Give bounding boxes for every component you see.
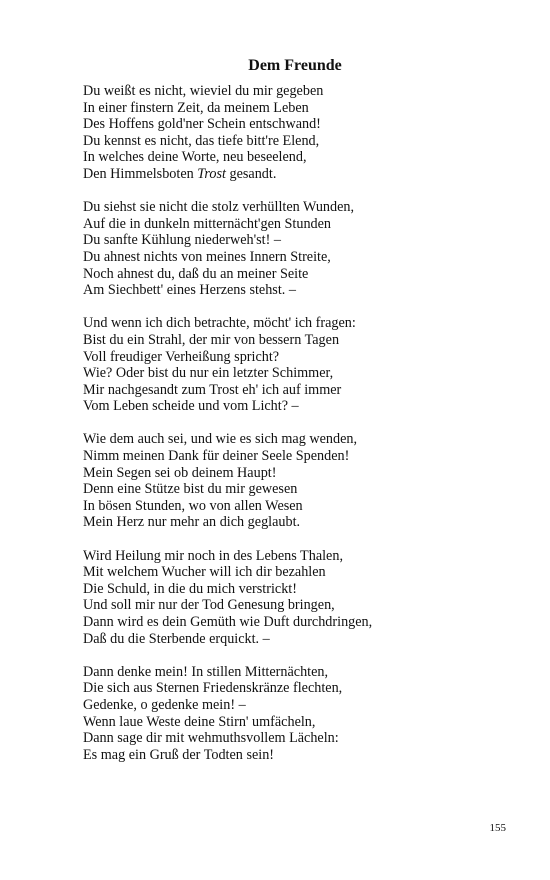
poem-line: Wie? Oder bist du nur ein letzter Schimmer, xyxy=(83,365,334,382)
poem-line: Du siehst sie nicht die stolz verhüllten Wunden, xyxy=(83,199,355,216)
poem-line: Denn eine Stütze bist du mir gewesen xyxy=(83,481,298,498)
poem-line: Du kennst es nicht, das tiefe bitt're Elend, xyxy=(83,132,320,149)
poem-line: Dann wird es dein Gemüth wie Duft durchdringen, xyxy=(83,614,373,630)
poem-line: Die sich aus Sternen Friedenskränze flechten, xyxy=(83,680,343,697)
poem-line: Dann sage dir mit wehmuthsvollem Lächeln: xyxy=(83,730,339,747)
poem-line xyxy=(83,166,503,183)
poem-line: Du weißt es nicht, wieviel du mir gegeben xyxy=(83,83,324,99)
stanza xyxy=(83,548,503,648)
poem-line: Auf die in dunkeln mitternächt'gen Stunden xyxy=(83,215,332,232)
emphasized-word: Trost xyxy=(197,165,226,182)
poem-line: Und soll mir nur der Tod Genesung bringen, xyxy=(83,597,335,614)
poem-line: Du ahnest nichts von meines Innern Streite, xyxy=(83,248,331,265)
poem-line: Am Siechbett' eines Herzens stehst. – xyxy=(83,282,296,299)
poem-line: In bösen Stunden, wo von allen Wesen xyxy=(83,497,303,514)
poem-line: In welches deine Worte, neu beseelend, xyxy=(83,149,307,166)
poem-line: Bist du ein Strahl, der mir von bessern Tagen xyxy=(83,331,340,348)
poem-line: Die Schuld, in die du mich verstrickt! xyxy=(83,580,297,597)
poem-line: Noch ahnest du, daß du an meiner Seite xyxy=(83,265,309,282)
poem-line: In einer finstern Zeit, da meinem Leben xyxy=(83,99,309,116)
line-text: Den Himmelsboten xyxy=(83,165,198,182)
poem-line: Wird Heilung mir noch in des Lebens Thalen, xyxy=(83,547,343,564)
poem-body xyxy=(83,83,503,780)
poem-line: Vom Leben scheide und vom Licht? – xyxy=(83,398,299,415)
poem-line: Mein Segen sei ob deinem Haupt! xyxy=(83,464,277,481)
line-text: gesandt. xyxy=(225,165,277,182)
poem-line: Gedenke, o gedenke mein! – xyxy=(83,696,246,713)
poem-line: Mein Herz nur mehr an dich geglaubt. xyxy=(83,514,301,531)
stanza xyxy=(83,199,503,299)
poem-line: Du sanfte Kühlung niederweh'st! – xyxy=(83,232,281,249)
page-number: 155 xyxy=(489,822,506,834)
poem-line: Wenn laue Weste deine Stirn' umfächeln, xyxy=(83,713,316,730)
poem-title: Dem Freunde xyxy=(248,57,342,74)
poem-line: Voll freudiger Verheißung spricht? xyxy=(83,348,280,365)
poem-line: Und wenn ich dich betrachte, möcht' ich fragen: xyxy=(83,315,356,332)
poem-line: Es mag ein Gruß der Todten sein! xyxy=(83,746,275,763)
poem-line: Dann denke mein! In stillen Mitternächten, xyxy=(83,663,329,680)
poem-line: Daß du die Sterbende erquickt. – xyxy=(83,630,270,647)
poem-line: Des Hoffens gold'ner Schein entschwand! xyxy=(83,116,321,133)
stanza xyxy=(83,83,503,183)
stanza xyxy=(83,664,503,764)
stanza xyxy=(83,315,503,415)
poem-line: Nimm meinen Dank für deiner Seele Spenden! xyxy=(83,448,350,465)
stanza xyxy=(83,431,503,531)
poem-line: Mit welchem Wucher will ich dir bezahlen xyxy=(83,564,326,581)
poem-line: Wie dem auch sei, und wie es sich mag wenden, xyxy=(83,431,358,448)
poem-line: Mir nachgesandt zum Trost eh' ich auf immer xyxy=(83,381,342,398)
